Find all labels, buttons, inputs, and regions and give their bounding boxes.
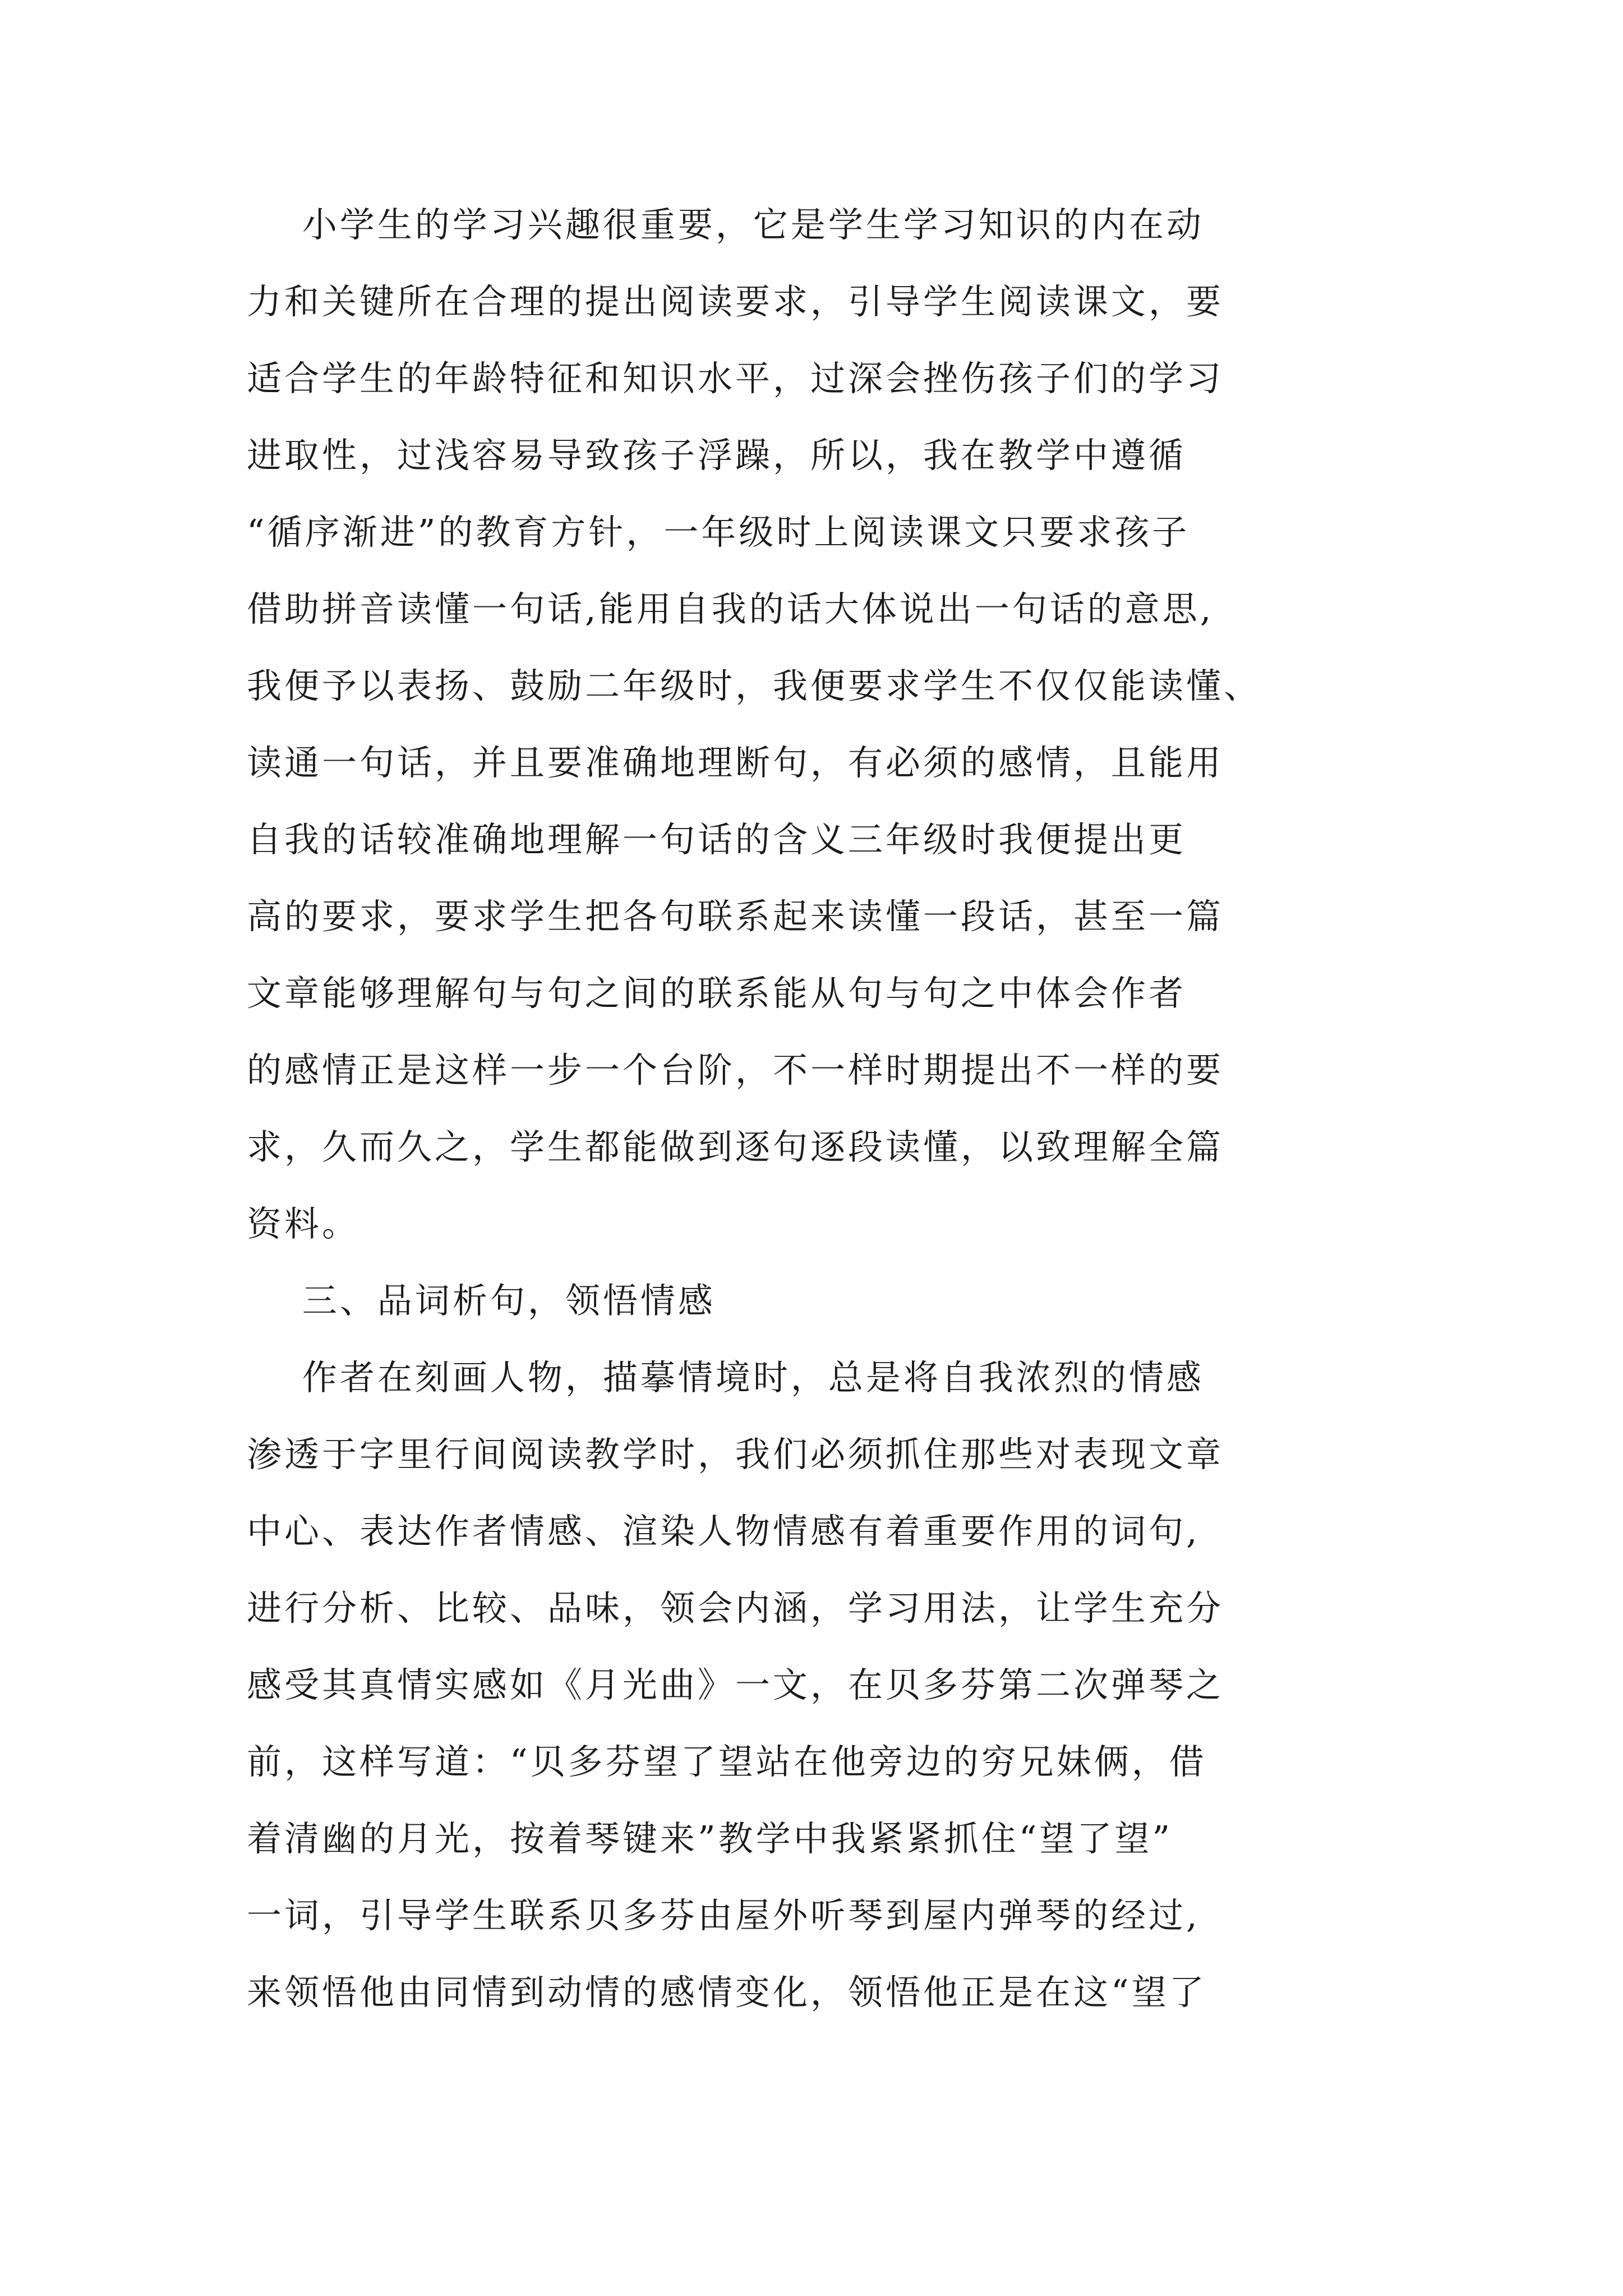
text-line: 着清幽的月光，按着琴键来”教学中我紧紧抓住“望了望” bbox=[247, 1818, 1173, 1859]
text-line: 来领悟他由同情到动情的感情变化，领悟他正是在这“望了 bbox=[247, 1972, 1207, 2013]
text-line: 读通一句话，并且要准确地理断句，有必须的感情，且能用 bbox=[247, 742, 1224, 783]
text-line: 进行分析、比较、品味，领会内涵，学习用法，让学生充分 bbox=[247, 1588, 1224, 1628]
text-line: “循序渐进”的教育方针，一年级时上阅读课文只要求孩子 bbox=[247, 512, 1190, 553]
text-line: 文章能够理解句与句之间的联系能从句与句之中体会作者 bbox=[247, 973, 1187, 1014]
text-line: 借助拼音读懂一句话,能用自我的话大体说出一句话的意思, bbox=[247, 588, 1214, 629]
text-line: 求，久而久之，学生都能做到逐句逐段读懂，以致理解全篇 bbox=[247, 1126, 1224, 1167]
text-line: 渗透于字里行间阅读教学时，我们必须抓住那些对表现文章 bbox=[247, 1434, 1224, 1475]
text-line: 中心、表达作者情感、渲染人物情感有着重要作用的词句, bbox=[247, 1511, 1200, 1552]
text-line: 作者在刻画人物，描摹情境时，总是将自我浓烈的情感 bbox=[247, 1357, 1204, 1398]
text-line: 我便予以表扬、鼓励二年级时，我便要求学生不仅仅能读懂、 bbox=[247, 665, 1262, 706]
text-line: 自我的话较准确地理解一句话的含义三年级时我便提出更 bbox=[247, 819, 1187, 860]
text-line: 进取性，过浅容易导致孩子浮躁，所以，我在教学中遵循 bbox=[247, 435, 1187, 476]
text-line: 小学生的学习兴趣很重要，它是学生学习知识的内在动 bbox=[247, 204, 1204, 245]
text-line: 资料。 bbox=[247, 1203, 360, 1244]
text-line: 一词，引导学生联系贝多芬由屋外听琴到屋内弹琴的经过, bbox=[247, 1895, 1200, 1936]
section-heading: 三、品词析句，领悟情感 bbox=[247, 1280, 716, 1321]
text-line: 感受其真情实感如《月光曲》一文，在贝多芬第二次弹琴之 bbox=[247, 1664, 1224, 1705]
text-line: 前，这样写道：“贝多芬望了望站在他旁边的穷兄妹俩，借 bbox=[247, 1741, 1207, 1782]
text-line: 适合学生的年龄特征和知识水平，过深会挫伤孩子们的学习 bbox=[247, 358, 1224, 399]
text-line: 的感情正是这样一步一个台阶，不一样时期提出不一样的要 bbox=[247, 1050, 1224, 1091]
text-line: 力和关键所在合理的提出阅读要求，引导学生阅读课文，要 bbox=[247, 281, 1224, 322]
text-line: 高的要求，要求学生把各句联系起来读懂一段话，甚至一篇 bbox=[247, 896, 1224, 937]
